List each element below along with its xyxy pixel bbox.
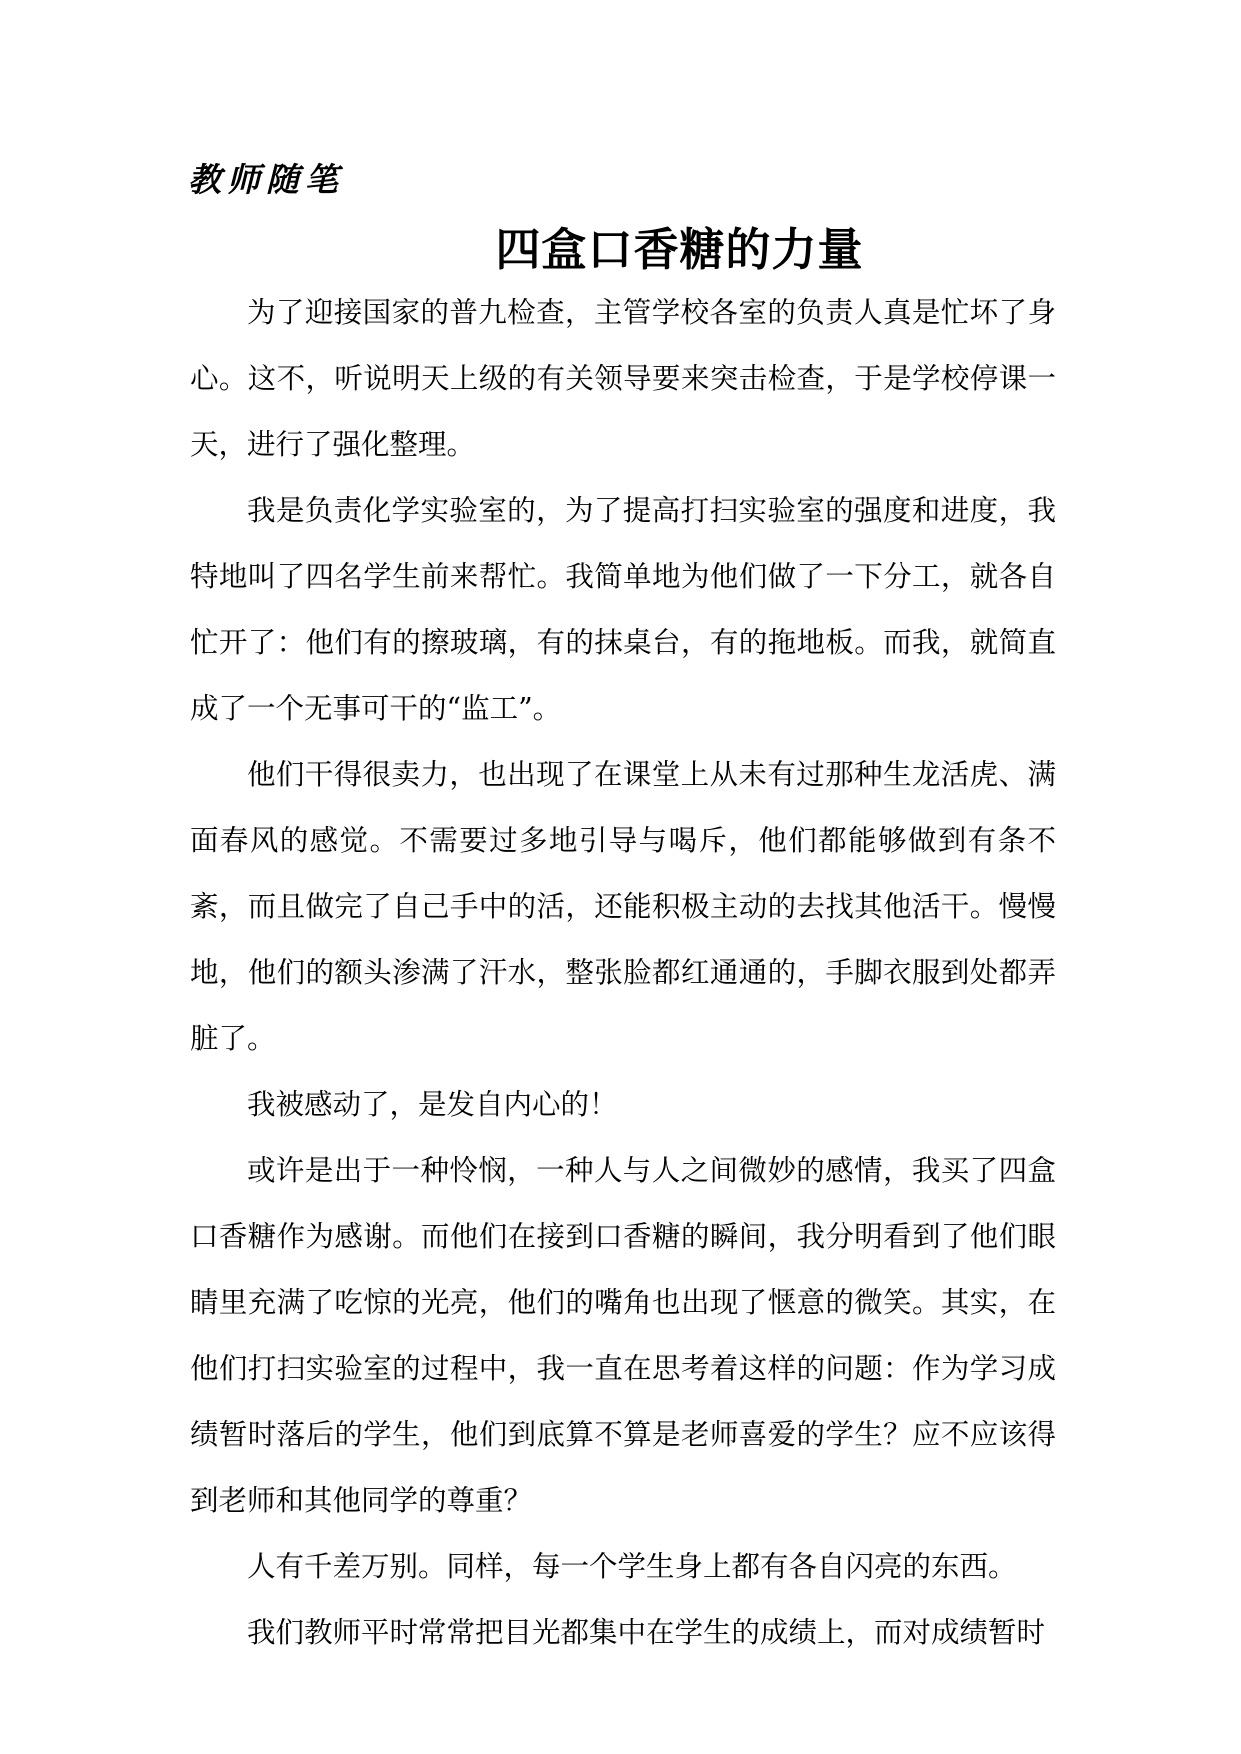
paragraph: 我们教师平时常常把目光都集中在学生的成绩上，而对成绩暂时 xyxy=(247,1616,1046,1649)
paragraph: 人有千差万别。同样，每一个学生身上都有各自闪亮的东西。 xyxy=(247,1550,1017,1583)
column-label: 教师随笔 xyxy=(188,160,344,199)
paragraph: 我是负责化学实验室的，为了提高打扫实验室的强度和进度，我特地叫了四名学生前来帮忙。我简单地为他们做了一下分工，就各自忙开了：他们有的擦玻璃，有的抹桌台，有的拖地板。而我，就简直成了一个无事可干的“监工”。 xyxy=(190,494,1056,725)
paragraph: 为了迎接国家的普九检查，主管学校各室的负责人真是忙坏了身心。这不，听说明天上级的有关领导要来突击检查，于是学校停课一天，进行了强化整理。 xyxy=(190,296,1056,461)
article-title: 四盒口香糖的力量 xyxy=(495,223,864,276)
article-body xyxy=(190,280,1056,1666)
paragraph: 或许是出于一种怜悯，一种人与人之间微妙的感情，我买了四盒口香糖作为感谢。而他们在接到口香糖的瞬间，我分明看到了他们眼睛里充满了吃惊的光亮，他们的嘴角也出现了惬意的微笑。其实，在他们打扫实验室的过程中，我一直在思考着这样的问题：作为学习成绩暂时落后的学生，他们到底算不算是老师喜爱的学生？应不应该得到老师和其他同学的尊重？ xyxy=(190,1154,1056,1517)
paragraph: 我被感动了，是发自内心的！ xyxy=(247,1088,618,1121)
paragraph: 他们干得很卖力，也出现了在课堂上从未有过那种生龙活虎、满面春风的感觉。不需要过多地引导与喝斥，他们都能够做到有条不紊，而且做完了自己手中的活，还能积极主动的去找其他活干。慢慢地，他们的额头渗满了汗水，整张脸都红通通的，手脚衣服到处都弄脏了。 xyxy=(190,758,1056,1055)
